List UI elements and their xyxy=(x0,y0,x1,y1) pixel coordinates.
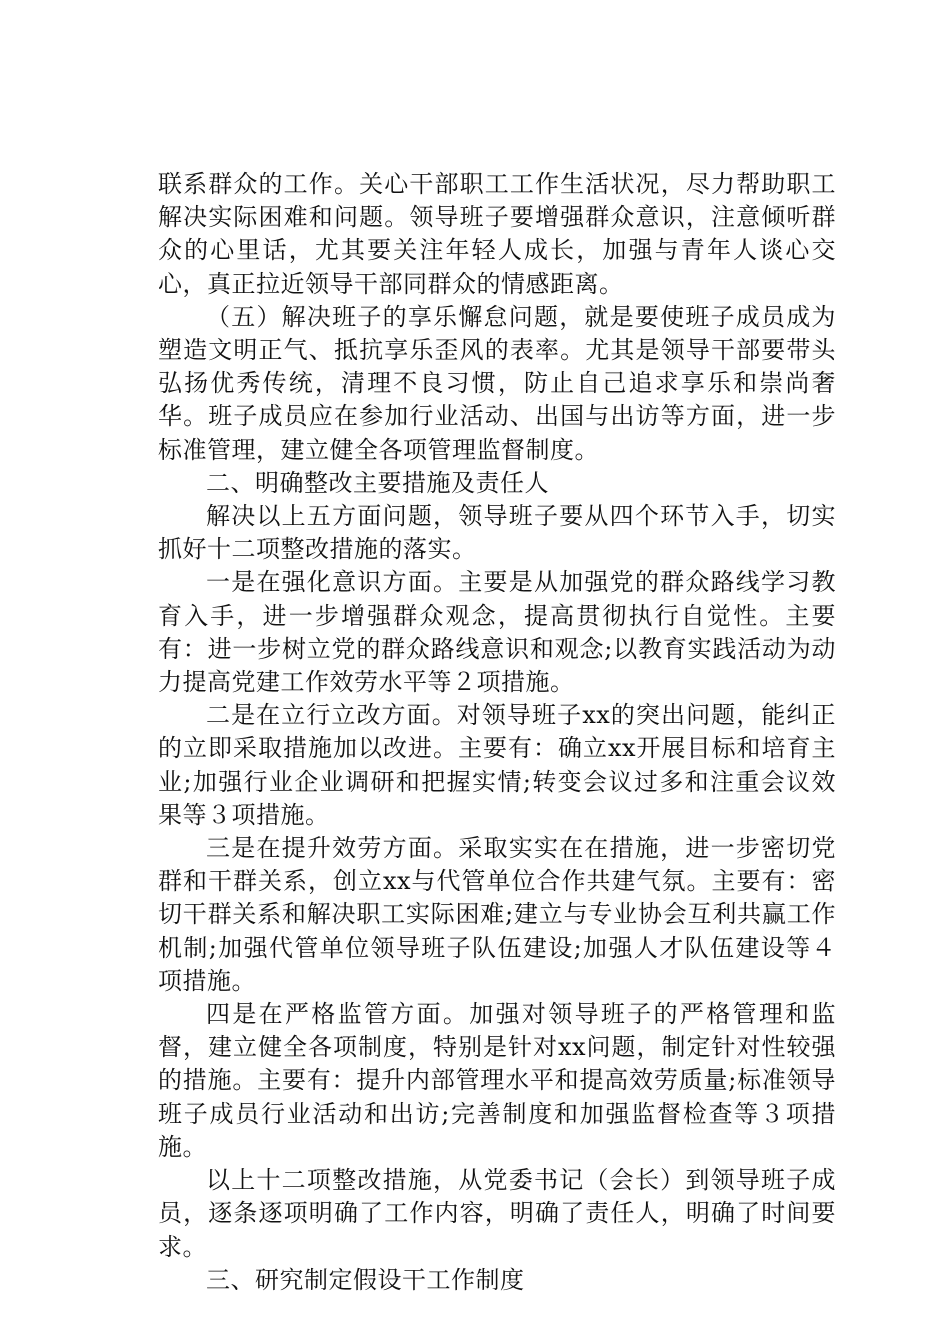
paragraph-5: 二是在立行立改方面。对领导班子xx的突出问题，能纠正的立即采取措施加以改进。主要有：确立xx开展目标和培育主业;加强行业企业调研和把握实情;转变会议过多和注重会议效果等３项措施。 xyxy=(158,701,836,829)
paragraph-1: 联系群众的工作。关心干部职工工作生活状况，尽力帮助职工解决实际困难和问题。领导班子要增强群众意识，注意倾听群众的心里话，尤其要关注年轻人成长，加强与青年人谈心交心，真正拉近领导干部同群众的情感距离。 xyxy=(158,170,836,298)
document-body xyxy=(158,168,836,1297)
paragraph-7: 四是在严格监管方面。加强对领导班子的严格管理和监督，建立健全各项制度，特别是针对xx问题，制定针对性较强的措施。主要有：提升内部管理水平和提高效劳质量;标准领导班子成员行业活动和出访;完善制度和加强监督检查等３项措施。 xyxy=(158,1000,836,1161)
paragraph-4: 一是在强化意识方面。主要是从加强党的群众路线学习教育入手，进一步增强群众观念，提高贯彻执行自觉性。主要有：进一步树立党的群众路线意识和观念;以教育实践活动为动力提高党建工作效劳水平等２项措施。 xyxy=(158,568,836,697)
section-heading-2: 二、明确整改主要措施及责任人 xyxy=(206,468,549,497)
paragraph-8: 以上十二项整改措施，从党委书记（会长）到领导班子成员，逐条逐项明确了工作内容，明确了责任人，明确了时间要求。 xyxy=(158,1166,836,1261)
section-heading-3: 三、研究制定假设干工作制度 xyxy=(206,1265,525,1294)
paragraph-6: 三是在提升效劳方面。采取实实在在措施，进一步密切党群和干群关系，创立xx与代管单位合作共建气氛。主要有：密切干群关系和解决职工实际困难;建立与专业协会互利共赢工作机制;加强代管单位领导班子队伍建设;加强人才队伍建设等４项措施。 xyxy=(158,834,836,995)
paragraph-2: （五）解决班子的享乐懈怠问题，就是要使班子成员成为塑造文明正气、抵抗享乐歪风的表率。尤其是领导干部要带头弘扬优秀传统，清理不良习惯，防止自己追求享乐和崇尚奢华。班子成员应在参加行业活动、出国与出访等方面，进一步标准管理，建立健全各项管理监督制度。 xyxy=(158,302,836,464)
paragraph-3: 解决以上五方面问题，领导班子要从四个环节入手，切实抓好十二项整改措施的落实。 xyxy=(158,502,836,564)
